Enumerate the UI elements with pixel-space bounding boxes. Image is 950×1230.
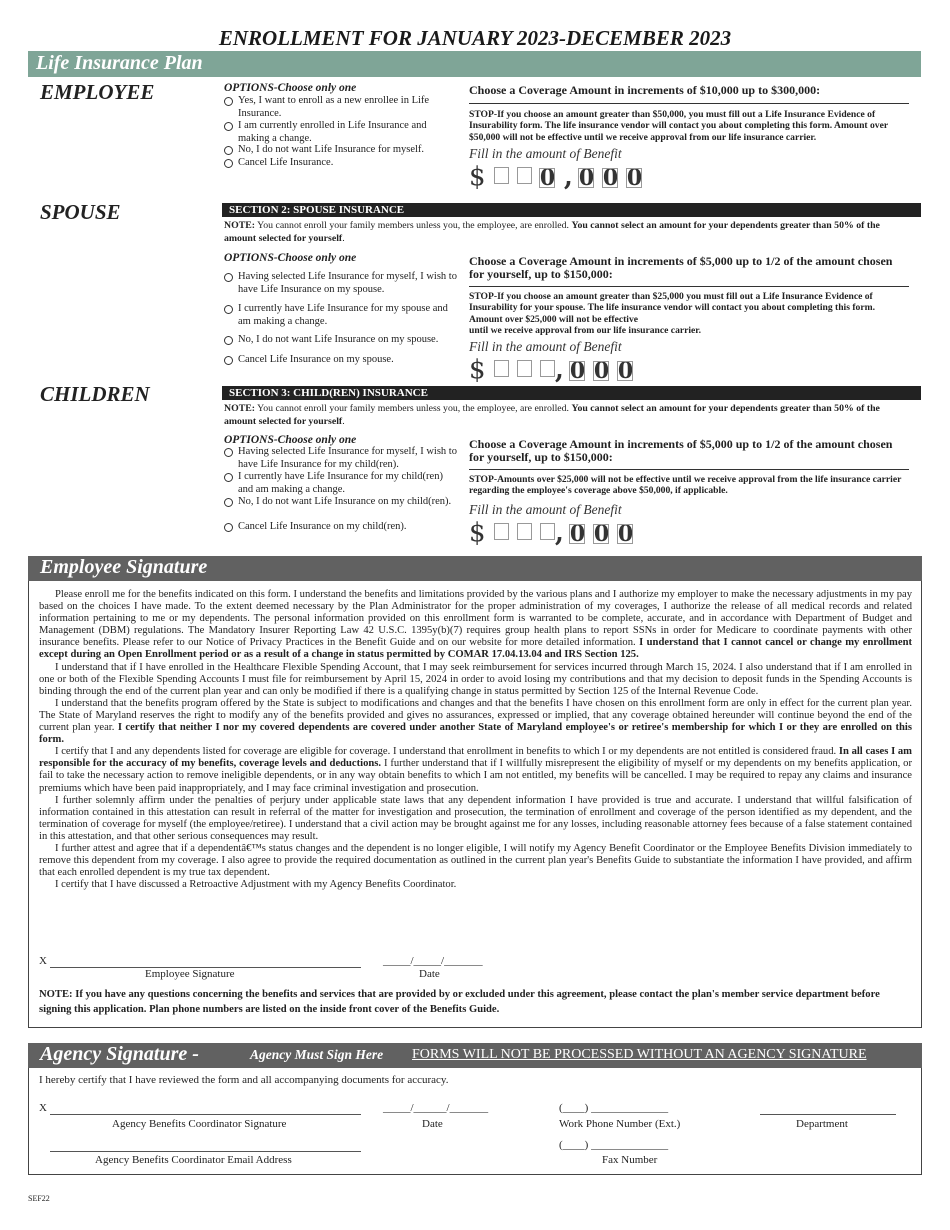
radio-icon[interactable]: [224, 448, 233, 457]
agency-signature-header: [28, 1043, 922, 1068]
radio-icon[interactable]: [224, 273, 233, 282]
digit-box[interactable]: [494, 523, 509, 540]
agency-certify-text: I hereby certify that I have reviewed the form and all accompanying documents for accuracy.: [39, 1074, 449, 1086]
digit-zero: 0: [617, 358, 634, 385]
employee-coverage: [469, 84, 909, 192]
digit-zero: 0: [626, 164, 643, 191]
work-phone-line[interactable]: (____) ______________: [559, 1102, 669, 1114]
digit-zero: 0: [569, 520, 586, 547]
digit-zero: 0: [539, 164, 556, 191]
agency-date-line[interactable]: _____/______/_______: [383, 1102, 489, 1114]
agency-signature-caption: Agency Benefits Coordinator Signature: [112, 1118, 287, 1130]
legal-text: [39, 589, 912, 891]
comma: ,: [563, 161, 573, 192]
fax-caption: Fax Number: [602, 1154, 658, 1166]
spouse-option-cancel[interactable]: Cancel Life Insurance on my spouse.: [224, 354, 394, 367]
radio-icon[interactable]: [224, 122, 233, 131]
agency-email-line[interactable]: [50, 1151, 361, 1152]
children-option-add[interactable]: Having selected Life Insurance for myself, I wish to have Life Insurance for my child(ren).: [224, 446, 460, 471]
form-code: SEF22: [28, 1194, 50, 1203]
spouse-amount-field[interactable]: [469, 355, 909, 385]
coverage-heading: Choose a Coverage Amount in increments of $10,000 up to $300,000:: [469, 83, 821, 97]
radio-icon[interactable]: [224, 473, 233, 482]
spouse-label: SPOUSE: [40, 200, 121, 224]
children-coverage: [469, 438, 909, 548]
legal-paragraph: I further solemnly affirm under the penalties of perjury under applicable state laws that any dependent information I have provided is true and accurate. I understand that willful falsification of information contained in this attestation can result in referral of the matter for investigation and prosecution, the termination of enrollment and coverage of the person identified as my dependent, and the termination of coverage for myself (the employee/retiree). I understand that a civil action may be brought against me for any losses, including reasonable attorney fees because of a false statement contained in this attestation, and that other serious consequences may result.: [39, 794, 912, 842]
radio-icon[interactable]: [224, 305, 233, 314]
digit-zero: 0: [617, 520, 634, 547]
radio-icon[interactable]: [224, 146, 233, 155]
coverage-heading: Choose a Coverage Amount in increments of $5,000 up to 1/2 of the amount chosen for yourself, up to $150,000:: [469, 254, 893, 281]
date-caption: Date: [419, 968, 440, 980]
stop-notice: STOP-If you choose an amount greater than $50,000, you must fill out a Life Insurance Evidence of Insurability form. The life insurance vendor will contact you about completing this form. Amount over $50,000 will not be effective until we receive approval from our life insurance carrier.: [469, 109, 888, 143]
stop-notice: STOP-If you choose an amount greater than $25,000 you must fill out a Life Insurance Evidence of Insurability for your spouse. The life insurance vendor will contact you about completing this form. Amount over $25,000 will not be effective until we receive approval from our life insurance carrier.: [469, 291, 875, 336]
agency-email-caption: Agency Benefits Coordinator Email Address: [95, 1154, 292, 1166]
spouse-option-change[interactable]: I currently have Life Insurance for my spouse and am making a change.: [224, 303, 460, 328]
digit-zero: 0: [593, 520, 610, 547]
spouse-note: NOTE: You cannot enroll your family members unless you, the employee, are enrolled. You cannot select an amount for your dependents greater than 50% of the amount selected for yourself.: [224, 220, 880, 244]
fill-label: Fill in the amount of Benefit: [469, 339, 622, 355]
legal-paragraph: I further attest and agree that if a dependentâ€™s status changes and the dependent is no longer eligible, I will notify my Agency Benefit Coordinator or the Employee Benefits Division immediately to remove this dependent from my coverage. I also agree to provide the required documentation as outlined in the current plan year's Benefits Guide to substantiate the information I have provided, and affirm that each enrolled dependent is my true tax dependent.: [39, 842, 912, 879]
employee-option-cancel[interactable]: Cancel Life Insurance.: [224, 157, 333, 170]
employee-option-decline[interactable]: No, I do not want Life Insurance for myself.: [224, 144, 424, 157]
radio-icon[interactable]: [224, 336, 233, 345]
legal-paragraph: I certify that I and any dependents listed for coverage are eligible for coverage. I understand that enrollment in benefits to which I or my dependents are not entitled is considered fraud. In all cases I am responsible for the accuracy of my benefits, coverage levels and deductions. I further understand that if I willfully misrepresent the eligibility of myself or my dependents on my benefits application, or fail to take the necessary action to remove ineligible dependents, or in any way obtain benefits to which I am not entitled, my benefits will be cancelled. I may be required to repay any claims and insurance premiums which have been paid inappropriately, and I may face criminal investigation and prosecution.: [39, 746, 913, 794]
employee-signature-caption: Employee Signature: [145, 968, 235, 980]
spouse-options: [224, 252, 460, 374]
legal-paragraph: I understand that the benefits program offered by the State is subject to modifications and changes and that the benefits I have chosen on this enrollment form are only in effect for the current plan year. The State of Maryland reserves the right to modify any of the benefits provided and gives no assurances, expressed or implied, that any coverage obtained hereunder will continue beyond the end of the current plan year. I certify that neither I nor my covered dependents are covered under another State of Maryland employee's or retiree's membership for which I or they are enrolled on this form.: [39, 697, 912, 746]
spouse-section-bar: SECTION 2: SPOUSE INSURANCE: [222, 203, 921, 217]
radio-icon[interactable]: [224, 498, 233, 507]
plan-title: Life Insurance Plan: [36, 52, 203, 74]
page-title: ENROLLMENT FOR JANUARY 2023-DECEMBER 2023: [218, 26, 732, 50]
digit-zero: 0: [593, 358, 610, 385]
currency-symbol: $: [469, 517, 486, 548]
children-options: [224, 434, 460, 541]
radio-icon[interactable]: [224, 159, 233, 168]
spouse-option-decline[interactable]: No, I do not want Life Insurance on my spouse.: [224, 334, 438, 347]
currency-symbol: $: [469, 161, 486, 192]
children-option-decline[interactable]: No, I do not want Life Insurance on my child(ren).: [224, 496, 451, 509]
legal-paragraph: I certify that I have discussed a Retroactive Adjustment with my Agency Benefits Coordinator.: [55, 879, 457, 891]
radio-icon[interactable]: [224, 97, 233, 106]
agency-signature-heading: Agency Signature -: [40, 1043, 199, 1065]
comma: ,: [554, 517, 564, 548]
employee-signature-header: [28, 556, 922, 581]
options-heading: OPTIONS-Choose only one: [224, 252, 357, 264]
radio-icon[interactable]: [224, 523, 233, 532]
plan-header-bar: [28, 51, 921, 77]
options-heading: OPTIONS-Choose only one: [224, 434, 357, 446]
digit-box[interactable]: [540, 360, 555, 377]
x-mark: X: [39, 955, 47, 967]
digit-zero: 0: [569, 358, 586, 385]
digit-zero: 0: [602, 164, 619, 191]
digit-box[interactable]: [517, 360, 532, 377]
spouse-option-add[interactable]: Having selected Life Insurance for myself, I wish to have Life Insurance on my spouse.: [224, 271, 460, 296]
children-amount-field[interactable]: [469, 518, 909, 548]
legal-paragraph: Please enroll me for the benefits indicated on this form. I understand the benefits and limitations provided by the various plans and I authorize my employer to make the necessary adjustments in my pay based on the choices I have made. To the extent deemed necessary by the Plan Administrator for the proper administration of my coverages, I authorize the release of all medical records and related information pertaining to me or my dependents. The personal information provided on this enrollment form is warranted to be complete, accurate, and in accordance with Department of Budget and Management (DBM) regulations. The Mandatory Insurer Reporting Law 42 U.S.C. 1395y(b)(7) requires group health plans to report SSNs in order for Medicare to coordinate payments with other insurance benefits. Please refer to our Notice of Privacy Practices in the Benefit Guide and on our website for more detailed information. I understand that I cannot cancel or change my enrollment except during an Open Enrollment period or as a result of a change in status permitted by COMAR 17.04.13.04 and IRS Section 125.: [39, 589, 913, 661]
employee-signature-heading: Employee Signature: [40, 556, 208, 578]
department-caption: Department: [796, 1118, 848, 1130]
agency-signature-line[interactable]: [50, 1114, 361, 1115]
legal-paragraph: I understand that if I have enrolled in the Healthcare Flexible Spending Account, that I may seek reimbursement for services incurred through March 15, 2024. I also understand that if I am enrolled in one or both of the Flexible Spending Accounts I must file for reimbursement by April 15, 2024 in order to avoid losing my contributions and that my decision to deposit funds in the Spending Accounts is binding through the end of the current plan year and can only be modified if there is a qualifying change in status permitted by Section 125 of the Internal Revenue Code.: [39, 661, 912, 697]
employee-options: [224, 82, 460, 169]
agency-must-sign: Agency Must Sign Here: [250, 1047, 384, 1062]
children-label: CHILDREN: [40, 382, 150, 406]
digit-box[interactable]: [494, 167, 509, 184]
fax-line[interactable]: (____) ______________: [559, 1139, 669, 1151]
digit-box[interactable]: [517, 523, 532, 540]
employee-option-change[interactable]: I am currently enrolled in Life Insurance and making a change.: [224, 120, 460, 145]
agency-warning: FORMS WILL NOT BE PROCESSED WITHOUT AN AGENCY SIGNATURE: [412, 1047, 867, 1062]
fill-label: Fill in the amount of Benefit: [469, 501, 622, 517]
x-mark: X: [39, 1102, 47, 1114]
digit-box[interactable]: [517, 167, 532, 184]
stop-notice: STOP-Amounts over $25,000 will not be effective until we receive approval from the life insurance carrier regarding the employee's coverage above $50,000, if applicable.: [469, 474, 902, 497]
options-heading: OPTIONS-Choose only one: [224, 82, 357, 94]
employee-label: EMPLOYEE: [40, 80, 155, 104]
digit-box[interactable]: [540, 523, 555, 540]
children-note: NOTE: You cannot enroll your family members unless you, the employee, are enrolled. You cannot select an amount for your dependents greater than 50% of the amount selected for yourself.: [224, 403, 880, 427]
radio-icon[interactable]: [224, 356, 233, 365]
date-caption: Date: [422, 1118, 443, 1130]
employee-amount-field[interactable]: [469, 162, 909, 192]
coverage-heading: Choose a Coverage Amount in increments of $5,000 up to 1/2 of the amount chosen for yourself, up to $150,000:: [469, 437, 893, 464]
children-option-change[interactable]: I currently have Life Insurance for my child(ren) and am making a change.: [224, 471, 460, 496]
work-phone-caption: Work Phone Number (Ext.): [559, 1118, 681, 1130]
children-section-bar: SECTION 3: CHILD(REN) INSURANCE: [222, 386, 921, 400]
currency-symbol: $: [469, 355, 486, 386]
comma: ,: [554, 355, 564, 386]
spouse-coverage: [469, 255, 909, 385]
digit-zero: 0: [578, 164, 595, 191]
fill-label: Fill in the amount of Benefit: [469, 145, 622, 161]
employee-date-line[interactable]: _____/_____/_______: [383, 955, 483, 967]
digit-box[interactable]: [494, 360, 509, 377]
employee-option-new[interactable]: Yes, I want to enroll as a new enrollee in Life Insurance.: [224, 95, 460, 120]
employee-signature-note: NOTE: If you have any questions concerning the benefits and services that are provided by or excluded under this agreement, please contact the plan's member service department before signing this application. Plan phone numbers are listed on the inside front cover of the Benefits Guide.: [39, 989, 880, 1015]
department-line[interactable]: [760, 1114, 896, 1115]
children-option-cancel[interactable]: Cancel Life Insurance on my child(ren).: [224, 521, 407, 534]
